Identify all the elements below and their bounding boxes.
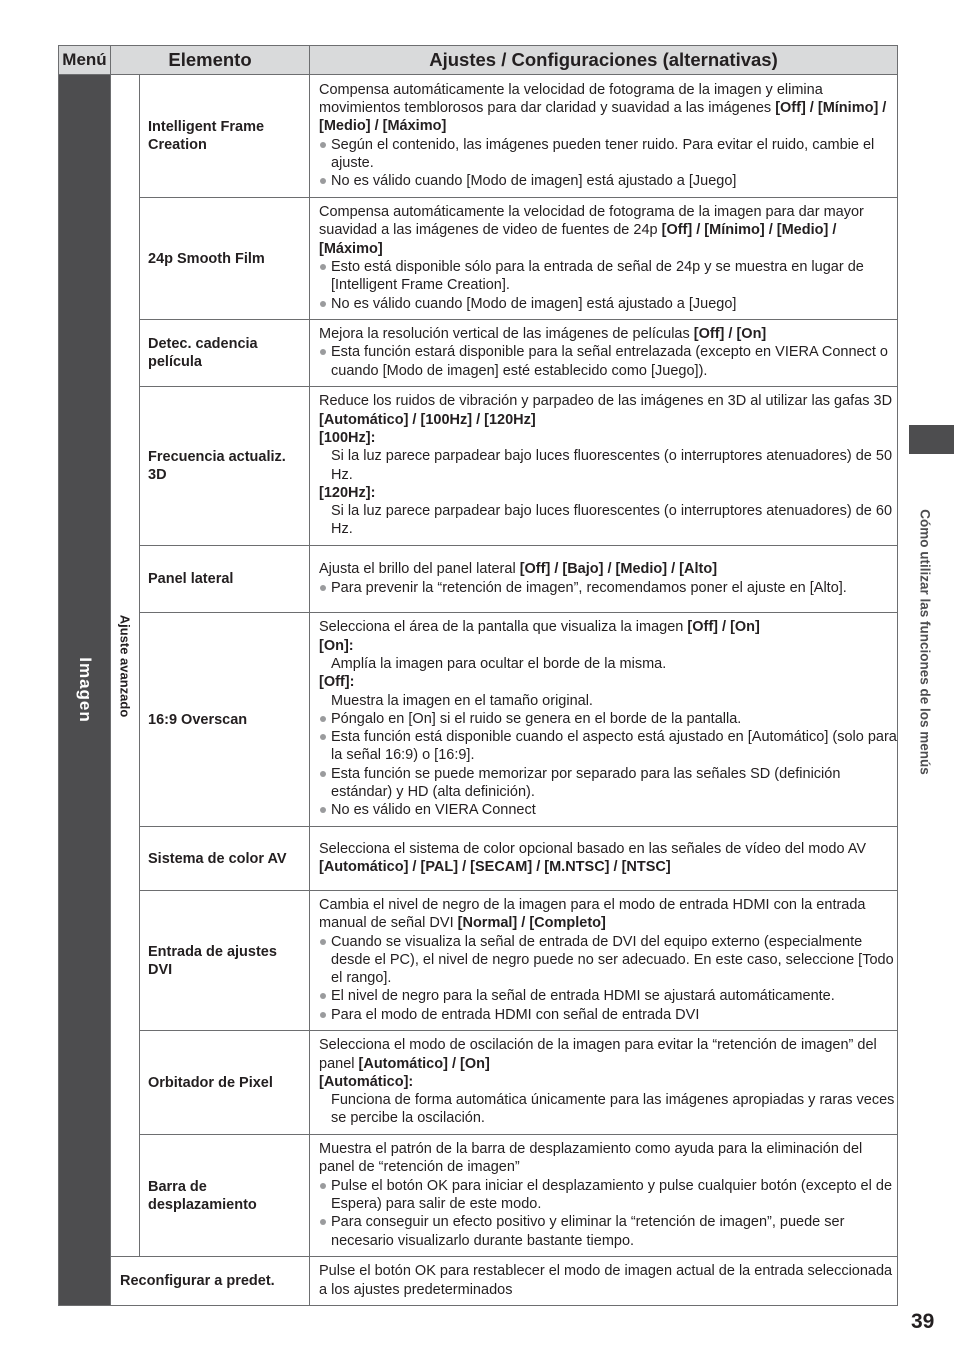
option-label: [Off]: [319,674,355,691]
option-label: [Automático]: [319,1073,414,1090]
header-settings: Ajustes / Configuraciones (alternativas) [310,46,898,75]
note-item: Póngalo en [On] si el ruido se genera en el borde de la pantalla. [319,710,897,728]
header-item: Elemento [111,46,310,75]
menu-cell-imagen [59,75,111,1306]
item-name: Sistema de color AV [140,827,310,891]
table-row [59,546,898,613]
item-name: Barra de desplazamiento [140,1135,310,1257]
note-item: Pulse el botón OK para iniciar el desplazamiento y pulse cualquier botón (excepto el de Espera) para salir de este modo. [319,1177,897,1214]
reset-text: Pulse el botón OK para restablecer el modo de imagen actual de la entrada seleccionada a los ajustes predeterminados [319,1263,893,1298]
table-row [59,891,898,1031]
item-text [319,81,897,136]
item-description [310,198,898,320]
item-text-body: Selecciona el modo de oscilación de la imagen para evitar la “retención de imagen” del panel [319,1037,877,1072]
reset-description [310,1257,898,1306]
table-row [59,1135,898,1257]
item-text [319,392,897,429]
note-item: No es válido cuando [Modo de imagen] está ajustado a [Juego] [319,172,897,190]
reset-name: Reconfigurar a predet. [111,1257,310,1306]
item-text-body: Selecciona el área de la pantalla que visualiza la imagen [319,619,684,636]
item-description [310,827,898,891]
note-item: Según el contenido, las imágenes pueden tener ruido. Para evitar el ruido, cambie el ajuste. [319,136,897,173]
item-description [310,613,898,827]
section-tab-marker [909,425,954,454]
item-name: 16:9 Overscan [140,613,310,827]
option-description: Amplía la imagen para ocultar el borde de la misma. [331,655,667,672]
item-name: Detec. cadencia película [140,320,310,387]
item-options: [Off] / [On] [693,326,767,343]
item-name: Orbitador de Pixel [140,1031,310,1135]
item-text-body: Selecciona el sistema de color opcional basado en las señales de vídeo del modo AV [319,840,867,857]
note-item: Para el modo de entrada HDMI con señal de entrada DVI [319,1006,897,1024]
settings-table [58,45,898,1306]
menu-label: Imagen [75,657,95,723]
item-name: Intelligent Frame Creation [140,75,310,198]
item-text [319,840,897,877]
note-list [319,933,897,1024]
table-row [59,613,898,827]
note-item: Para prevenir la “retención de imagen”, recomendamos poner el ajuste en [Alto]. [319,579,897,597]
item-text [319,560,897,578]
item-text-body: Ajusta el brillo del panel lateral [319,561,516,578]
item-text [319,1140,897,1177]
option-label: [On]: [319,637,354,654]
note-item: No es válido en VIERA Connect [319,801,897,819]
option-description: Si la luz parece parpadear bajo luces fluorescentes (o interruptores atenuadores) de 60 Hz. [331,503,893,538]
option-description: Funciona de forma automática únicamente para las imágenes apropiadas y raras veces se percibe la oscilación. [331,1092,895,1127]
note-list [319,710,897,820]
item-options: [Off] / [Bajo] / [Medio] / [Alto] [519,561,718,578]
table-row [59,75,898,198]
option-label: [100Hz]: [319,429,376,446]
note-item: El nivel de negro para la señal de entrada HDMI se ajustará automáticamente. [319,987,897,1005]
item-text [319,896,897,933]
table-row [59,198,898,320]
item-text-body: Muestra el patrón de la barra de desplazamiento como ayuda para la eliminación del panel de “retención de imagen” [319,1141,863,1176]
item-name: Entrada de ajustes DVI [140,891,310,1031]
item-description [310,320,898,387]
note-item: No es válido cuando [Modo de imagen] está ajustado a [Juego] [319,295,897,313]
note-item: Esta función está disponible cuando el aspecto está ajustado en [Automático] (solo para la señal 16:9) o [16:9]. [319,728,897,765]
item-text-body: Cambia el nivel de negro de la imagen para el modo de entrada HDMI con la entrada manual de señal DVI [319,896,866,932]
item-description [310,387,898,546]
item-description [310,891,898,1031]
note-list [319,343,897,380]
table-row [59,827,898,891]
item-description [310,1031,898,1135]
note-item: Esto está disponible sólo para la entrada de señal de 24p y se muestra en lugar de [Intelligent Frame Creation]. [319,258,897,295]
submenu-label: Ajuste avanzado [117,614,133,717]
item-text-body: Reduce los ruidos de vibración y parpadeo de las imágenes en 3D al utilizar las gafas 3D [319,393,893,410]
table-header [59,46,898,75]
item-text [319,325,897,343]
note-list [319,136,897,191]
item-options: [Automático] / [On] [358,1055,490,1072]
page-number: 39 [911,1310,935,1333]
item-text [319,618,897,636]
note-list [319,579,897,597]
item-text-body: Compensa automáticamente la velocidad de fotograma de la imagen y elimina movimientos temblorosos para dar claridad y suavidad a las imágenes [319,81,823,116]
option-description: Si la luz parece parpadear bajo luces fluorescentes (o interruptores atenuadores) de 50 Hz. [331,448,893,483]
section-side-label: Cómo utilizar las funciones de los menús [917,509,933,775]
item-options: [Off] / [On] [687,619,760,636]
table-row [59,320,898,387]
table-row [59,1031,898,1135]
item-description [310,1135,898,1257]
item-text-body: Mejora la resolución vertical de las imágenes de películas [319,326,690,343]
table-row [59,387,898,546]
note-item: Esta función estará disponible para la señal entrelazada (excepto en VIERA Connect o cuando [Modo de imagen] esté establecido como [Juego]). [319,343,897,380]
item-options: [Automático] / [100Hz] / [120Hz] [319,411,536,428]
note-item: Para conseguir un efecto positivo y eliminar la “retención de imagen”, puede ser necesario visualizarlo durante bastante tiempo. [319,1213,897,1250]
item-name: 24p Smooth Film [140,198,310,320]
note-list [319,1177,897,1250]
item-options: [Off] / [Mínimo] / [Medio] / [Máximo] [319,99,887,135]
item-text-body: Compensa automáticamente la velocidad de fotograma de la imagen para dar mayor suavidad a las imágenes de video de fuentes de 24p [319,204,864,239]
item-text [319,203,897,258]
reset-row [59,1257,898,1306]
item-description [310,75,898,198]
item-options: [Off] / [Mínimo] / [Medio] / [Máximo] [319,222,837,257]
option-label: [120Hz]: [319,484,376,501]
item-description [310,546,898,613]
item-text [319,1036,897,1073]
note-list [319,258,897,313]
submenu-cell [111,75,140,1257]
header-menu: Menú [59,46,111,75]
item-name: Panel lateral [140,546,310,613]
option-description: Muestra la imagen en el tamaño original. [331,692,593,709]
note-item: Esta función se puede memorizar por separado para las señales SD (definición estándar) y HD (alta definición). [319,765,897,802]
item-options: [Automático] / [PAL] / [SECAM] / [M.NTSC] / [NTSC] [319,859,671,875]
note-item: Cuando se visualiza la señal de entrada de DVI del equipo externo (especialmente desde el PC), el nivel de negro puede no ser adecuado. En este caso, seleccione [Todo el rango]. [319,933,897,988]
item-options: [Normal] / [Completo] [457,915,606,932]
item-name: Frecuencia actualiz. 3D [140,387,310,546]
